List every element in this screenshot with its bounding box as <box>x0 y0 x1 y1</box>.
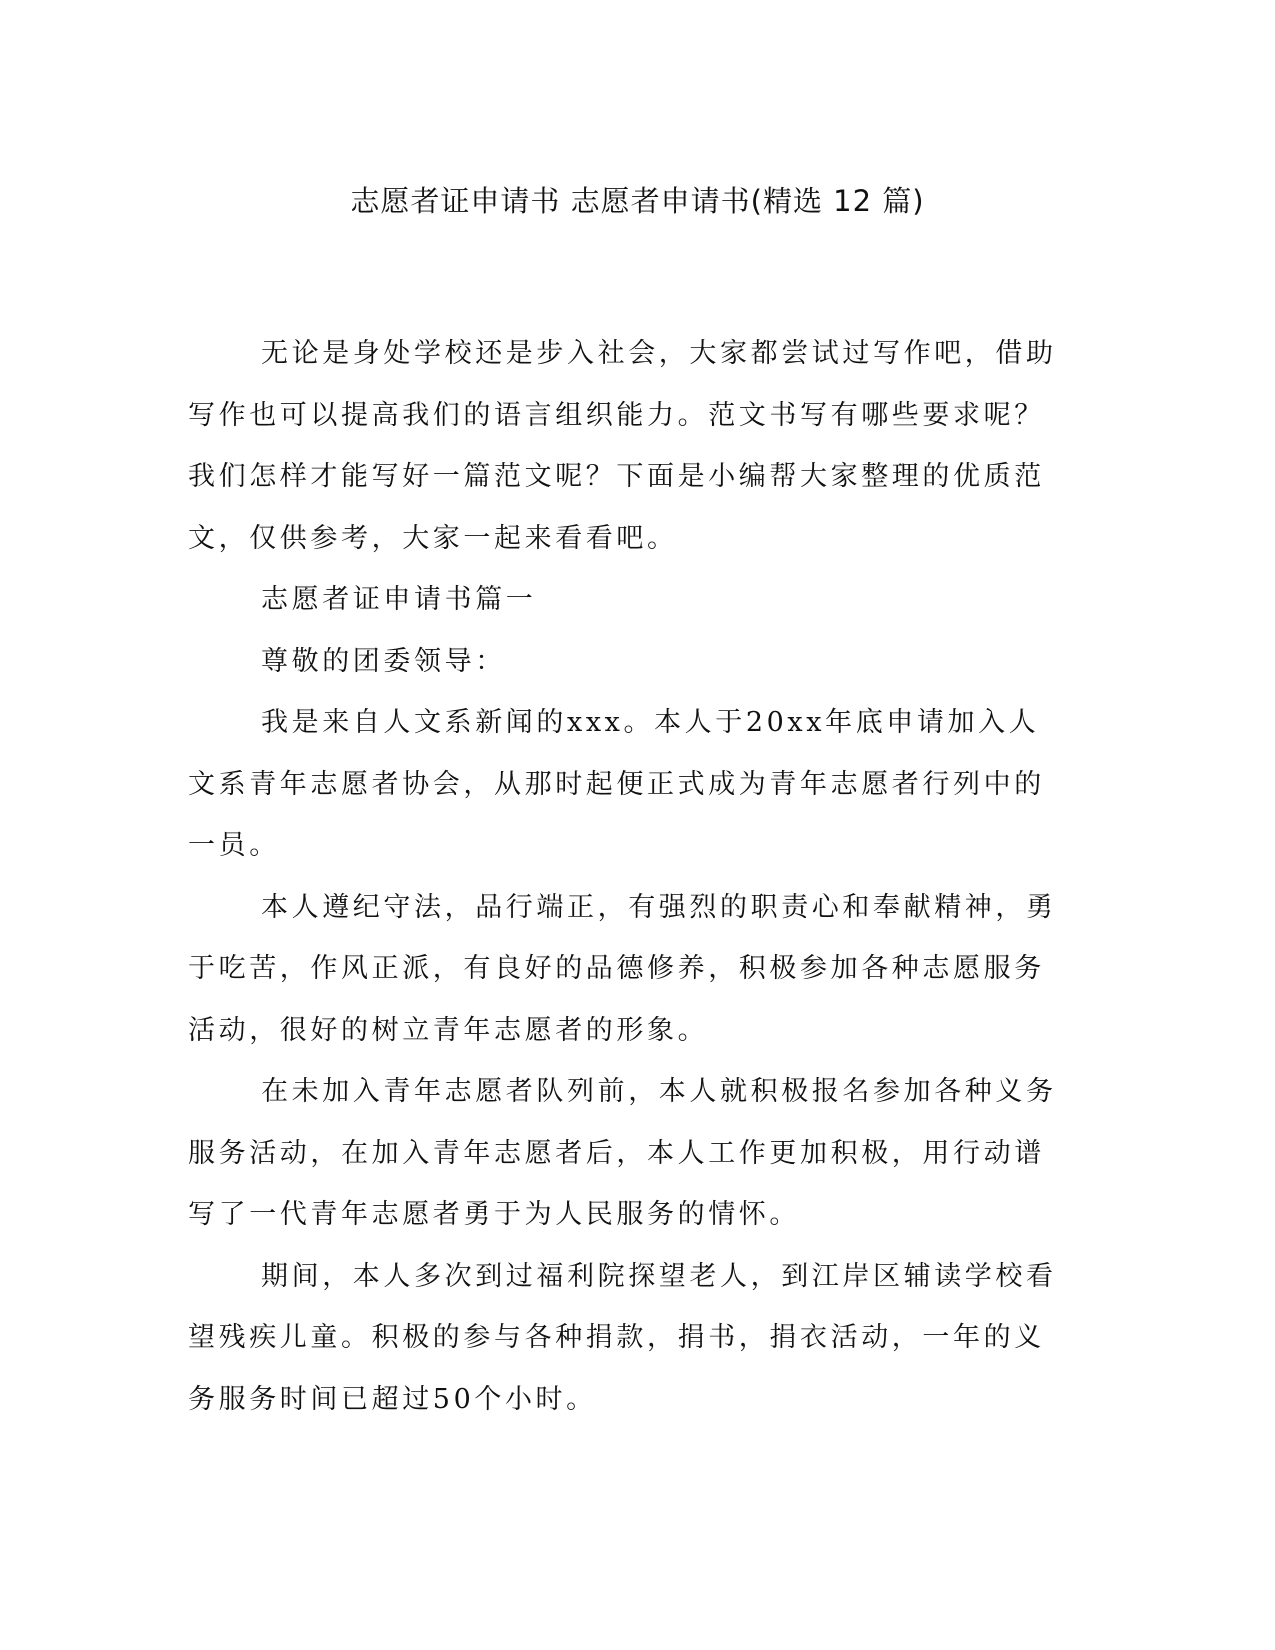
document-body <box>188 323 1068 1430</box>
document-title: 志愿者证申请书 志愿者申请书(精选 12 篇) <box>350 184 925 218</box>
body-paragraph: 期间，本人多次到过福利院探望老人，到江岸区辅读学校看望残疾儿童。积极的参与各种捐款，捐书，捐衣活动，一年的义务服务时间已超过50个小时。 <box>188 1260 1057 1415</box>
salutation: 尊敬的团委领导： <box>261 645 506 677</box>
body-paragraph: 本人遵纪守法，品行端正，有强烈的职责心和奉献精神，勇于吃苦，作风正派，有良好的品德修养，积极参加各种志愿服务活动，很好的树立青年志愿者的形象。 <box>188 891 1057 1046</box>
intro-paragraph: 无论是身处学校还是步入社会，大家都尝试过写作吧，借助写作也可以提高我们的语言组织能力。范文书写有哪些要求呢？我们怎样才能写好一篇范文呢？下面是小编帮大家整理的优质范文，仅供参考，大家一起来看看吧。 <box>188 338 1057 554</box>
section-heading: 志愿者证申请书篇一 <box>261 584 537 615</box>
body-paragraph: 在未加入青年志愿者队列前，本人就积极报名参加各种义务服务活动，在加入青年志愿者后，本人工作更加积极，用行动谱写了一代青年志愿者勇于为人民服务的情怀。 <box>188 1076 1057 1230</box>
body-paragraph: 我是来自人文系新闻的xxx。本人于20xx年底申请加入人文系青年志愿者协会，从那时起便正式成为青年志愿者行列中的一员。 <box>188 707 1045 861</box>
